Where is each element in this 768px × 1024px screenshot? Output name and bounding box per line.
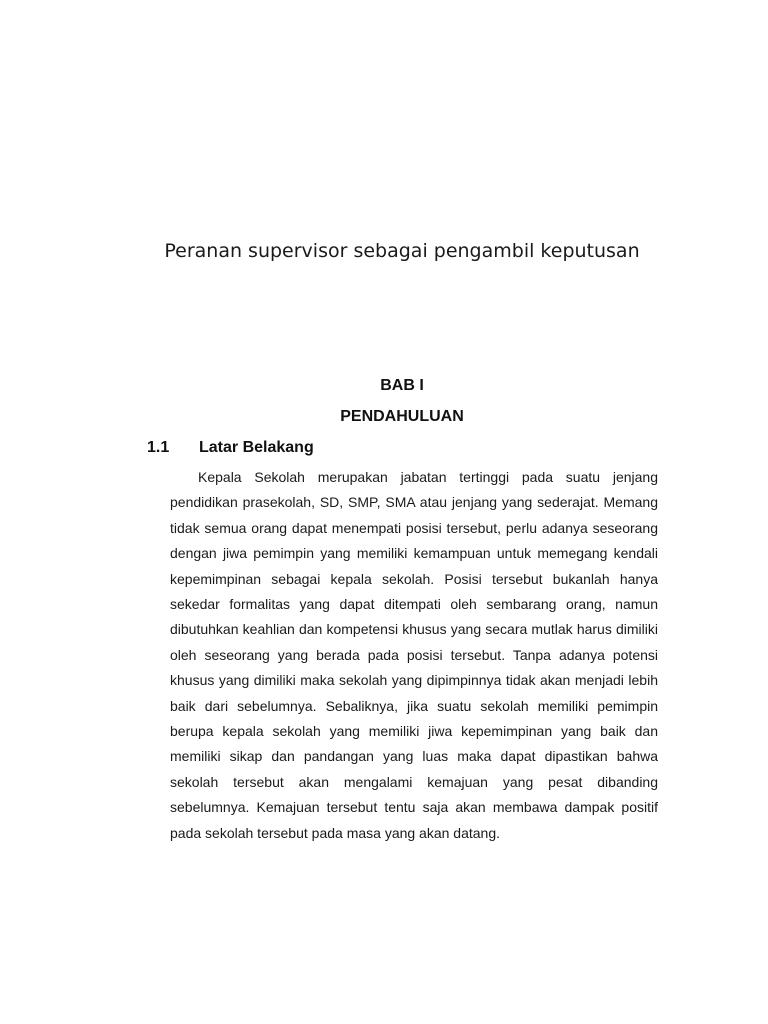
section-number: 1.1 bbox=[147, 439, 170, 456]
chapter-number: BAB I bbox=[380, 377, 424, 394]
section-title: Latar Belakang bbox=[199, 439, 314, 456]
document-title: Peranan supervisor sebagai pengambil keputusan bbox=[164, 240, 640, 262]
chapter-title: PENDAHULUAN bbox=[340, 408, 464, 425]
section-heading bbox=[147, 438, 667, 458]
body-paragraph: Kepala Sekolah merupakan jabatan tertinggi pada suatu jenjang pendidikan prasekolah, SD, SMP, SMA atau jenjang yang sederajat. Memang tidak semua orang dapat menempati posisi tersebut, perlu adanya seseorang dengan jiwa pemimpin yang memiliki kemampuan untuk memegang kendali kepemimpinan sebagai kepala sekolah. Posisi tersebut bukanlah hanya sekedar formalitas yang dapat ditempati oleh sembarang orang, namun dibutuhkan keahlian dan kompetensi khusus yang secara mutlak harus dimiliki oleh seseorang yang berada pada posisi tersebut. Tanpa adanya potensi khusus yang dimiliki maka sekolah yang dipimpinnya tidak akan menjadi lebih baik dari sebelumnya. Sebaliknya, jika suatu sekolah memiliki pemimpin berupa kepala sekolah yang memiliki jiwa kepemimpinan yang baik dan memiliki sikap dan pandangan yang luas maka dapat dipastikan bahwa sekolah tersebut akan mengalami kemajuan yang pesat dibanding sebelumnya. Kemajuan tersebut tentu saja akan membawa dampak positif pada sekolah tersebut pada masa yang akan datang. bbox=[170, 469, 658, 841]
